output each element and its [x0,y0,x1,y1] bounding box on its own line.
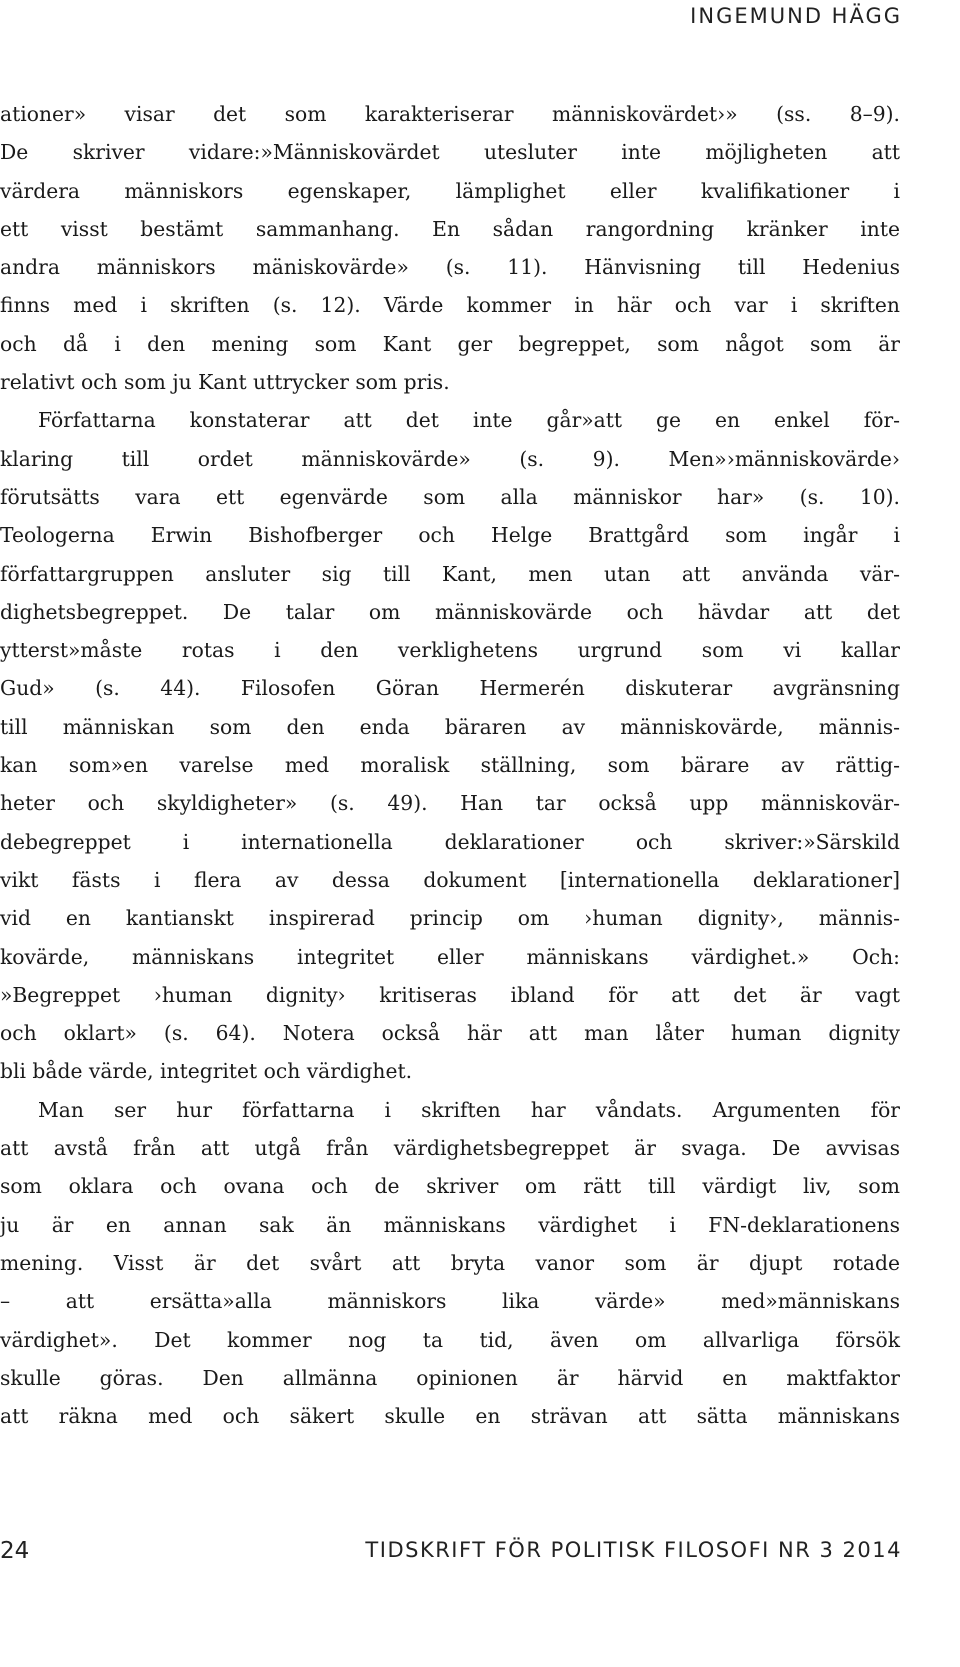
text-line: Teologerna Erwin Bishofberger och Helge Brattgård som ingår i [0,523,900,548]
text-line: värdighet». Det kommer nog ta tid, även om allvarliga försök [0,1327,900,1352]
journal-footer: TIDSKRIFT FÖR POLITISK FILOSOFI NR 3 2014 [365,1538,902,1562]
text-line: – att ersätta»alla människors lika värde» med»människans [0,1289,900,1314]
text-line: dighetsbegreppet. De talar om människovärde och hävdar att det [0,599,900,624]
text-line: vid en kantianskt inspirerad princip om ›human dignity›, männis- [0,906,900,931]
text-line: vikt fästs i flera av dessa dokument [internationella deklarationer] [0,867,900,892]
text-line: ytterst»måste rotas i den verklighetens urgrund som vi kallar [0,638,900,663]
text-line: ju är en annan sak än människans värdighet i FN-deklarationens [0,1212,900,1237]
text-line: att avstå från att utgå från värdighetsbegreppet är svaga. De avvisas [0,1136,900,1161]
text-line: De skriver vidare:»Människovärdet utesluter inte möjligheten att [0,140,900,165]
text-line: klaring till ordet människovärde» (s. 9). Men»›människovärde› [0,446,900,471]
text-line: mening. Visst är det svårt att bryta vanor som är djupt rotade [0,1250,900,1275]
running-head-author: INGEMUND HÄGG [690,4,902,28]
text-line: Författarna konstaterar att det inte går»att ge en enkel för- [38,408,900,433]
text-line: som oklara och ovana och de skriver om rätt till värdigt liv, som [0,1174,900,1199]
text-line: att räkna med och säkert skulle en strävan att sätta människans [0,1404,900,1429]
text-line: ationer» visar det som karakteriserar människovärdet›» (ss. 8–9). [0,102,900,126]
text-line: och då i den mening som Kant ger begreppet, som något som är [0,331,900,356]
text-line: skulle göras. Den allmänna opinionen är härvid en maktfaktor [0,1365,900,1390]
text-line: bli både värde, integritet och värdighet. [0,1059,413,1084]
text-line: ett visst bestämt sammanhang. En sådan rangordning kränker inte [0,216,900,241]
text-line: andra människors mäniskovärde» (s. 11). Hänvisning till Hedenius [0,255,900,280]
text-line: finns med i skriften (s. 12). Värde kommer in här och var i skriften [0,293,900,318]
text-line: kan som»en varelse med moralisk ställning, som bärare av rättig- [0,753,900,778]
text-line: till människan som den enda bäraren av människovärde, männis- [0,714,900,739]
text-line: förutsätts vara ett egenvärde som alla människor har» (s. 10). [0,484,900,509]
text-line: och oklart» (s. 64). Notera också här att man låter human dignity [0,1021,900,1046]
body-text [0,95,900,1435]
text-line: heter och skyldigheter» (s. 49). Han tar också upp människovär- [0,791,900,816]
text-line: författargruppen ansluter sig till Kant, men utan att använda vär- [0,561,900,586]
text-line: värdera människors egenskaper, lämplighet eller kvalifikationer i [0,178,900,203]
text-line: kovärde, människans integritet eller människans värdighet.» Och: [0,944,900,969]
text-line: relativt och som ju Kant uttrycker som pris. [0,370,450,395]
page-number: 24 [0,1538,30,1564]
text-line: Man ser hur författarna i skriften har våndats. Argumenten för [38,1097,900,1122]
text-line: »Begreppet ›human dignity› kritiseras ibland för att det är vagt [0,982,900,1007]
text-line: debegreppet i internationella deklarationer och skriver:»Särskild [0,829,900,854]
text-line: Gud» (s. 44). Filosofen Göran Hermerén diskuterar avgränsning [0,676,900,701]
